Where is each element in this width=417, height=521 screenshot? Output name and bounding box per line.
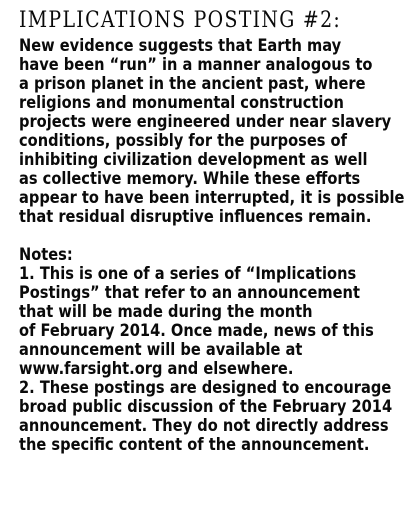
body-line: a prison planet in the ancient past, where bbox=[19, 74, 366, 94]
notes-line: www.farsight.org and elsewhere. bbox=[19, 359, 294, 379]
body-line: that residual disruptive influences remain. bbox=[19, 207, 372, 227]
notes-line: of February 2014. Once made, news of this bbox=[19, 321, 374, 341]
body-line: projects were engineered under near slavery bbox=[19, 112, 392, 132]
body-line: New evidence suggests that Earth may bbox=[19, 36, 342, 56]
notes-line: Postings” that refer to an announcement bbox=[19, 283, 360, 303]
paragraph-gap bbox=[19, 227, 403, 246]
notes-line: announcement will be available at bbox=[19, 340, 303, 360]
body-line: religions and monumental construction bbox=[19, 93, 344, 113]
body-line: conditions, possibly for the purposes of bbox=[19, 131, 347, 151]
notes-line: that will be made during the month bbox=[19, 302, 313, 322]
body-line: as collective memory. While these efforts bbox=[19, 169, 361, 189]
notes-line: 2. These postings are designed to encourage bbox=[19, 378, 392, 398]
notes-line: the specific content of the announcement. bbox=[19, 435, 370, 455]
posting-title: IMPLICATIONS POSTING #2: bbox=[19, 8, 342, 33]
notes-line: broad public discussion of the February 2014 bbox=[19, 397, 393, 417]
notes-section bbox=[19, 246, 403, 455]
body-line: have been “run” in a manner analogous to bbox=[19, 55, 373, 75]
body-line: appear to have been interrupted, it is possible bbox=[19, 188, 405, 208]
notes-heading: Notes: bbox=[19, 245, 73, 265]
notes-line: 1. This is one of a series of “Implications bbox=[19, 264, 357, 284]
body-line: inhibiting civilization development as well bbox=[19, 150, 368, 170]
notes-line: announcement. They do not directly address bbox=[19, 416, 389, 436]
body-paragraph bbox=[19, 37, 403, 227]
